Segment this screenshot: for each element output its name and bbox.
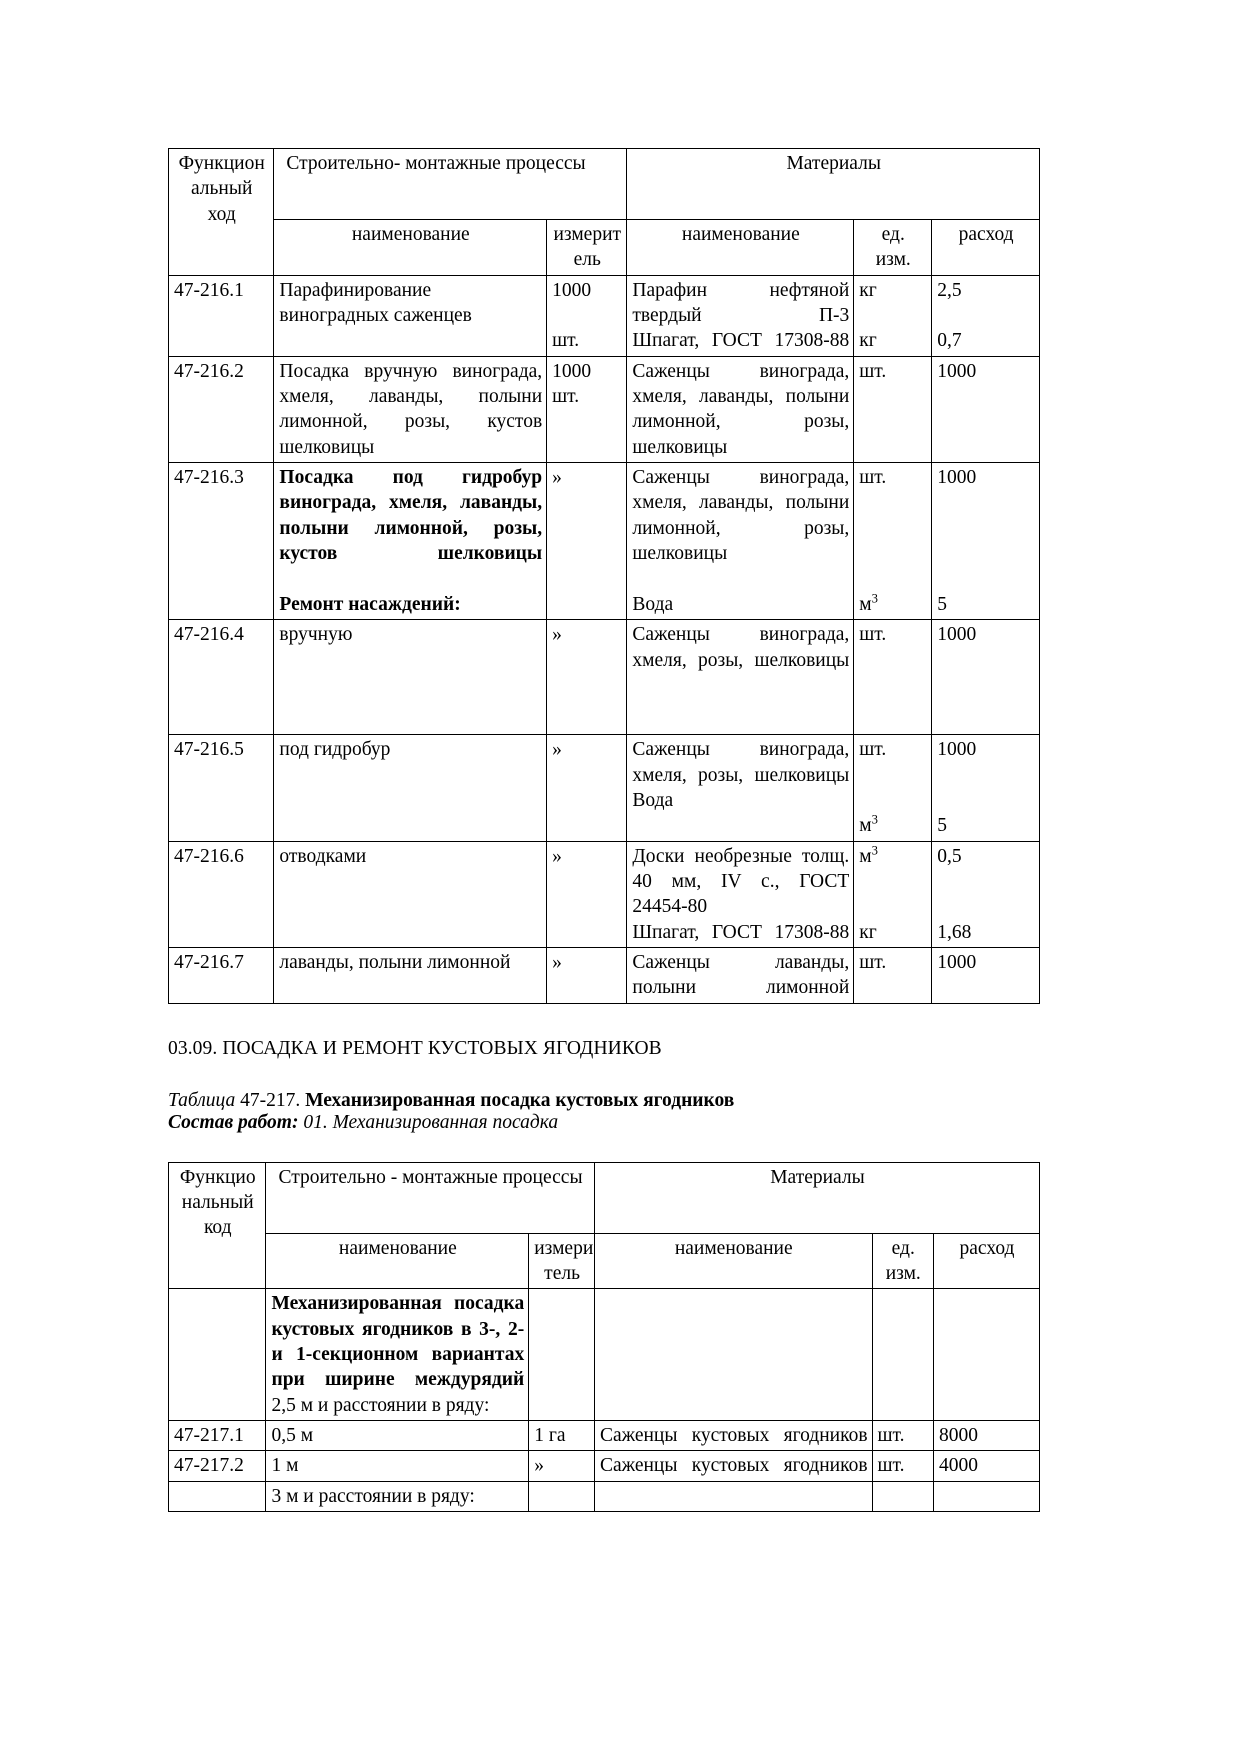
- table-header-row-top: [169, 149, 1040, 220]
- table-row: [169, 841, 1040, 947]
- row-code: 47-216.4: [169, 620, 274, 735]
- row2-process-name: 3 м и расстоянии в ряду:: [266, 1481, 529, 1511]
- header2-measure-line-2: тель: [544, 1262, 580, 1284]
- row2-unit: [872, 1289, 933, 1421]
- header-code-line-3: ход: [207, 203, 236, 225]
- row-unit-spacer: [859, 303, 927, 328]
- table-header-row-sub: [169, 220, 1040, 276]
- row-rate: 0,5: [937, 845, 962, 867]
- row-code: 47-216.7: [169, 947, 274, 1003]
- row-material-list: Саженцы винограда, хмеля, розы, шелковицы: [627, 620, 854, 735]
- row2-intro-bold: Механизированная посадка кустовых ягодников в 3-, 2- и 1-секционном вариантах при ширине междурядий: [271, 1293, 525, 1391]
- row-code: 47-216.5: [169, 735, 274, 841]
- row-process-name: Посадка вручную винограда, хмеля, лаванды, полыни лимонной, розы, кустов шелковицы: [274, 356, 547, 462]
- row-unit-base: м: [859, 815, 872, 837]
- row-measure: »: [547, 841, 627, 947]
- caption-title: Механизированная посадка кустовых ягодников: [305, 1089, 735, 1111]
- composition-label: Состав работ:: [168, 1111, 299, 1133]
- header-measure-line-1: измерит: [553, 224, 622, 245]
- row-material-list: [627, 841, 854, 947]
- row-rate-list: [932, 735, 1040, 841]
- row-rate-spacer: [937, 788, 1035, 813]
- row-rate: 0,7: [937, 330, 962, 352]
- header2-functional-code: [169, 1162, 266, 1289]
- row2-material: [594, 1481, 872, 1511]
- row-rate: 5: [937, 815, 947, 837]
- row-material-name: Доски необрезные толщ. 40 мм, IV с., ГОСТ 24454-80: [632, 845, 850, 918]
- row-unit-list: [854, 841, 932, 947]
- row-code: 47-216.1: [169, 275, 274, 356]
- row-unit-list: шт.: [854, 620, 932, 735]
- row-unit-spacer: [859, 869, 927, 894]
- header2-unit-line-1: ед.: [891, 1237, 915, 1259]
- table2-header-row-sub: [169, 1233, 1040, 1289]
- table2-row-partial: [169, 1481, 1040, 1511]
- header2-group-materials: Материалы: [594, 1162, 1039, 1233]
- row2-material: Саженцы кустовых ягодников: [594, 1451, 872, 1481]
- row-rate-spacer: [937, 869, 1035, 894]
- row-measure: »: [547, 620, 627, 735]
- row-unit-list: шт.: [854, 356, 932, 462]
- table2-header-row-top: [169, 1162, 1040, 1233]
- row-measure: »: [547, 463, 627, 620]
- row-material-name: Саженцы винограда, хмеля, лаванды, полыни лимонной, розы, шелковицы: [632, 467, 850, 565]
- header-sub-unit: [854, 220, 932, 276]
- header2-sub-unit: [872, 1233, 933, 1289]
- row-material-name: Парафин нефтяной твердый П-3: [632, 279, 850, 327]
- row-code: 47-216.3: [169, 463, 274, 620]
- header2-sub-rate: расход: [933, 1233, 1039, 1289]
- header2-unit-line-2: изм.: [885, 1262, 921, 1284]
- row-process-title: Посадка под гидробур винограда, хмеля, лаванды, полыни лимонной, розы, кустов шелковицы: [279, 467, 543, 565]
- row-process-name: Парафинирование виноградных саженцев: [274, 275, 547, 356]
- row2-process-name: 0,5 м: [266, 1421, 529, 1451]
- row-unit-spacer: [859, 541, 927, 566]
- row-measure-line-1: 1000: [552, 279, 592, 301]
- row-process-name: лаванды, полыни лимонной: [274, 947, 547, 1003]
- row-material-name: Вода: [632, 593, 674, 615]
- row-rate-spacer: [937, 763, 1035, 788]
- row-material-list: [627, 463, 854, 620]
- row-rate: 5: [937, 593, 947, 615]
- row2-rate: [933, 1289, 1039, 1421]
- header2-measure-line-1: измери: [534, 1237, 594, 1259]
- composition-value: 01. Механизированная посадка: [298, 1111, 559, 1133]
- row2-rate: 8000: [933, 1421, 1039, 1451]
- table-47-217: [168, 1162, 1040, 1512]
- row-rate-list: [932, 841, 1040, 947]
- header2-code-line-1: Функцио: [179, 1166, 256, 1188]
- row-unit-exponent: 3: [871, 812, 878, 827]
- row-code: 47-216.6: [169, 841, 274, 947]
- row-material-name: Шпагат, ГОСТ 17308-88: [632, 921, 850, 943]
- row-measure: »: [547, 735, 627, 841]
- header2-code-line-2: нальный: [181, 1191, 254, 1213]
- row2-material: [594, 1289, 872, 1421]
- row-unit: шт.: [859, 739, 887, 761]
- header2-sub-measure: [529, 1233, 595, 1289]
- table-row: [169, 947, 1040, 1003]
- header-group-processes: Строительно- монтажные процессы: [274, 149, 627, 220]
- row-unit-volume: [859, 592, 927, 617]
- row-process-name: отводками: [274, 841, 547, 947]
- header2-code-line-3: код: [203, 1217, 232, 1239]
- row-rate-list: [932, 463, 1040, 620]
- header-sub-measure: [547, 220, 627, 276]
- caption-number: 47-217.: [235, 1089, 306, 1111]
- row2-unit: шт.: [872, 1451, 933, 1481]
- row-measure: [547, 275, 627, 356]
- row-rate: 1000: [937, 467, 977, 489]
- row-material-list: Саженцы винограда, хмеля, лаванды, полыни лимонной, розы, шелковицы: [627, 356, 854, 462]
- row2-code: [169, 1481, 266, 1511]
- table2-intro-row: [169, 1289, 1040, 1421]
- header-code-line-2: альный: [190, 178, 253, 200]
- row-unit-spacer: [859, 566, 927, 591]
- row2-rate: [933, 1481, 1039, 1511]
- row-rate-list: 1000: [932, 620, 1040, 735]
- row-unit-spacer: [859, 763, 927, 788]
- caption-prefix: Таблица: [168, 1089, 236, 1111]
- row-unit: шт.: [859, 467, 887, 489]
- row2-measure: »: [529, 1451, 595, 1481]
- section-heading: 03.09. ПОСАДКА И РЕМОНТ КУСТОВЫХ ЯГОДНИКОВ: [168, 1037, 662, 1059]
- table-spacer: [168, 1134, 1040, 1162]
- header-measure-line-2: ель: [573, 249, 601, 271]
- row2-code: 47-217.2: [169, 1451, 266, 1481]
- row-measure-spacer: [552, 303, 622, 328]
- header-sub-process-name: наименование: [274, 220, 547, 276]
- row2-rate: 4000: [933, 1451, 1039, 1481]
- header-unit-line-1: ед.: [881, 224, 905, 245]
- table-row: [169, 356, 1040, 462]
- row2-process-name: 1 м: [266, 1451, 529, 1481]
- row2-measure: [529, 1289, 595, 1421]
- table2-row: [169, 1421, 1040, 1451]
- row-rate-spacer: [937, 566, 1035, 591]
- header-code-line-1: Функцион: [178, 153, 265, 174]
- row-unit-volume: [859, 813, 927, 838]
- row2-material: Саженцы кустовых ягодников: [594, 1421, 872, 1451]
- row-rate-spacer: [937, 303, 1035, 328]
- header-functional-code: [169, 149, 274, 276]
- row2-unit: шт.: [872, 1421, 933, 1451]
- row-material-list: [627, 275, 854, 356]
- row2-measure: 1 га: [529, 1421, 595, 1451]
- row-unit-volume: [859, 844, 927, 869]
- row-unit: кг: [859, 330, 877, 352]
- table-row: [169, 463, 1040, 620]
- row-process-name: [274, 463, 547, 620]
- header-sub-material-name: наименование: [627, 220, 854, 276]
- row-process-subtitle: Ремонт насаждений:: [279, 593, 461, 615]
- row-process-spacer: [279, 566, 542, 591]
- row-unit-list: [854, 735, 932, 841]
- header-unit-line-2: изм.: [875, 249, 911, 271]
- row-measure-line-2: шт.: [552, 330, 580, 352]
- row-unit: кг: [859, 279, 877, 301]
- row-material-name: Саженцы винограда, хмеля, розы, шелковицы: [632, 739, 850, 786]
- row-measure: »: [547, 947, 627, 1003]
- composition-line: [168, 1112, 1040, 1134]
- row-unit-exponent: 3: [871, 591, 878, 606]
- row-code: 47-216.2: [169, 356, 274, 462]
- row-rate: 1,68: [937, 921, 972, 943]
- row-material-name: Вода: [632, 789, 674, 811]
- row-material-name: Шпагат, ГОСТ 17308-88: [632, 330, 850, 352]
- row-rate: 2,5: [937, 279, 962, 301]
- row2-unit: [872, 1481, 933, 1511]
- table-row: [169, 620, 1040, 735]
- row-unit-list: шт.: [854, 947, 932, 1003]
- table2-row: [169, 1451, 1040, 1481]
- row-unit-base: м: [859, 593, 872, 615]
- header2-sub-process-name: наименование: [266, 1233, 529, 1289]
- row-rate-list: 1000: [932, 947, 1040, 1003]
- table-caption: [168, 1090, 1040, 1112]
- row-process-name: под гидробур: [274, 735, 547, 841]
- row2-measure: [529, 1481, 595, 1511]
- row-unit-list: [854, 275, 932, 356]
- row-rate: 1000: [937, 739, 977, 761]
- row-unit-spacer: [859, 788, 927, 813]
- row-unit-base: м: [859, 845, 872, 867]
- row-unit-spacer: [859, 516, 927, 541]
- row-material-list: Саженцы лаванды, полыни лимонной: [627, 947, 854, 1003]
- table-row: [169, 275, 1040, 356]
- row2-code: [169, 1289, 266, 1421]
- row2-code: 47-217.1: [169, 1421, 266, 1451]
- row-measure: 1000 шт.: [547, 356, 627, 462]
- row-rate-list: [932, 275, 1040, 356]
- header-group-materials: Материалы: [627, 149, 1040, 220]
- table-row: [169, 735, 1040, 841]
- row-unit-exponent: 3: [871, 843, 878, 858]
- row-material-list: [627, 735, 854, 841]
- row-rate-spacer: [937, 541, 1035, 566]
- row-rate-list: 1000: [932, 356, 1040, 462]
- row-rate-spacer: [937, 490, 1035, 515]
- row-unit-spacer: [859, 894, 927, 919]
- row-unit-spacer: [859, 490, 927, 515]
- row-unit-list: [854, 463, 932, 620]
- row-unit: кг: [859, 921, 877, 943]
- header-sub-rate: расход: [932, 220, 1040, 276]
- header2-sub-material-name: наименование: [594, 1233, 872, 1289]
- header2-group-processes: Строительно - монтажные процессы: [266, 1162, 594, 1233]
- row-material-spacer: [632, 566, 849, 591]
- row2-intro-plain: 2,5 м и расстоянии в ряду:: [271, 1394, 490, 1416]
- row2-process-name: [266, 1289, 529, 1421]
- row-process-name: вручную: [274, 620, 547, 735]
- row-rate-spacer: [937, 894, 1035, 919]
- row-rate-spacer: [937, 516, 1035, 541]
- table-47-216: [168, 148, 1040, 1004]
